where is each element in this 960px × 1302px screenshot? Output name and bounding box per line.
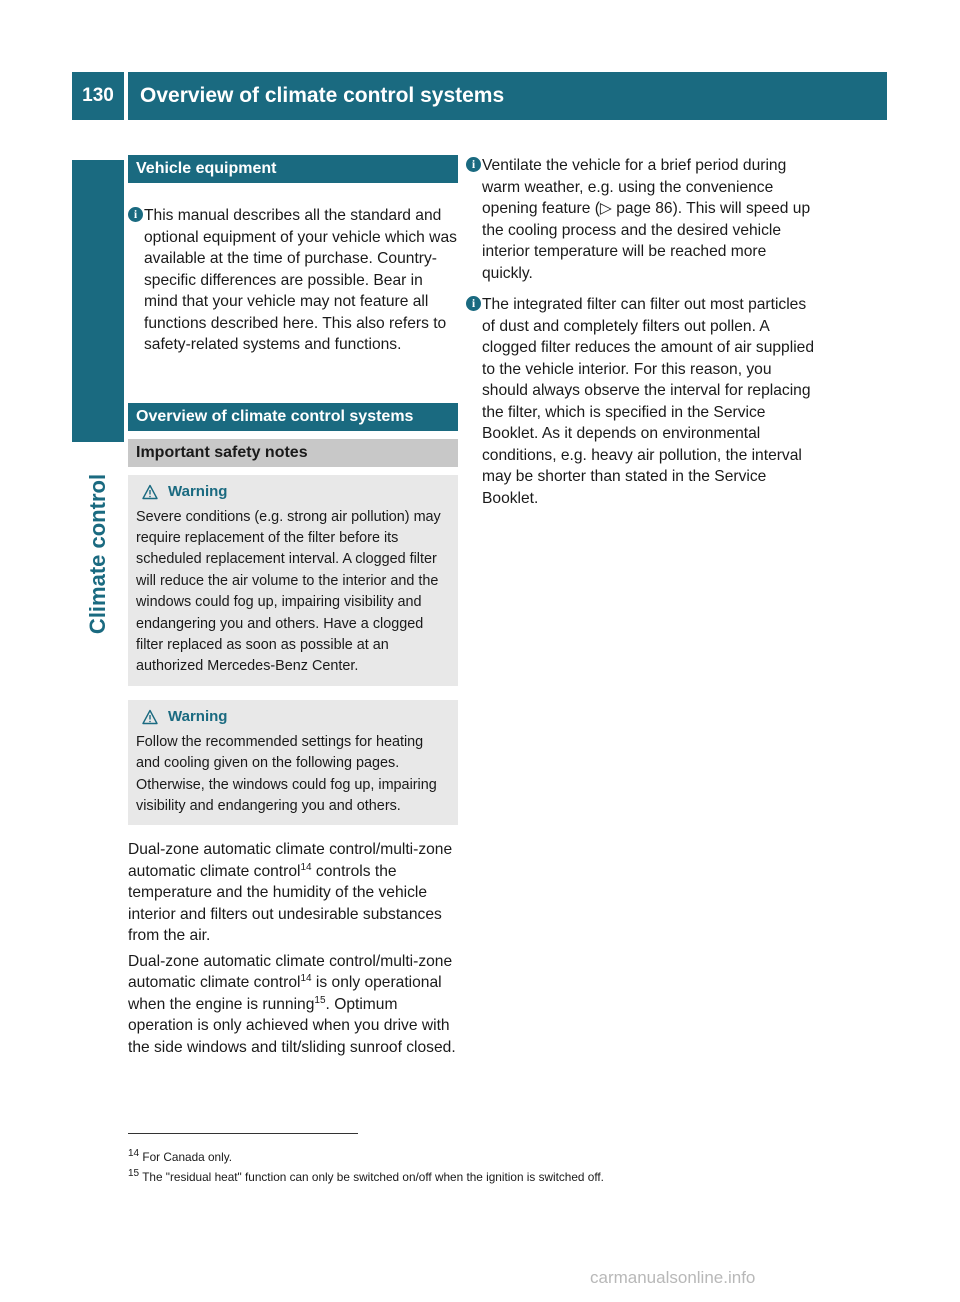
info-icon: i [128, 207, 143, 222]
footnote-15: $^{15}$ The "residual heat" function can only be switched on/off when the ignition is switched off. [128, 1168, 604, 1184]
watermark: carmanualsonline.info [590, 1268, 756, 1287]
filter-note [466, 294, 816, 509]
side-tab [72, 446, 124, 662]
vehicle-equipment-text: This manual describes all the standard and optional equipment of your vehicle which was available at the time of purchase. Country-specific differences are possible. Bear in mind that your vehicle may not feature all functions described here. This also refers to safety-related systems and functions. [144, 207, 457, 353]
footnote-ref-14[interactable]: 14 [300, 861, 312, 873]
ventilation-note-text: Ventilate the vehicle for a brief period during warm weather, e.g. using the convenience opening feature (▷ page 86). This will speed up the cooling process and the desired vehicle interior temperature will be reached more quickly. [482, 157, 811, 282]
climate-paragraph-1: Dual-zone automatic climate control/multi-zone automatic climate control$^{14}$ controls the temperature and the humidity of the vehicle interior and filters out undesirable substances from the air. [128, 841, 453, 945]
right-column [466, 155, 816, 509]
footnote-ref-15[interactable]: 15 [314, 994, 326, 1006]
vehicle-equipment-note [128, 205, 458, 356]
safety-notes-heading: Important safety notes [128, 439, 458, 467]
warning-triangle-icon [142, 484, 158, 500]
warning-1-header [136, 481, 450, 503]
info-icon: i [466, 296, 481, 311]
left-column [128, 155, 458, 1058]
footnotes [128, 1147, 828, 1187]
warning-2-header [136, 706, 450, 728]
warning-2-text: Follow the recommended settings for heating and cooling given on the following pages. Otherwise, the windows could fog up, impairing visibility and endangering you and others. [136, 733, 437, 814]
side-tab-label: Climate control [85, 473, 111, 635]
page-title: Overview of climate control systems [128, 72, 887, 120]
ventilation-note [466, 155, 816, 284]
warning-box-2 [128, 700, 458, 826]
overview-heading: Overview of climate control systems [128, 403, 458, 431]
page-number: 130 [72, 72, 124, 120]
warning-1-text: Severe conditions (e.g. strong air pollution) may require replacement of the filter before its scheduled replacement interval. A clogged filter will reduce the air volume to the interior and the windows could fog up, impairing visibility and endangering you and others. Have a clogged filter replaced as soon as possible at an authorized Mercedes-Benz Center. [136, 508, 441, 675]
warning-1-label: Warning [168, 482, 228, 500]
footnote-divider [128, 1133, 358, 1134]
info-icon: i [466, 157, 481, 172]
warning-2-label: Warning [168, 708, 228, 726]
footnote-14: $^{14}$ For Canada only. [128, 1148, 233, 1164]
vehicle-equipment-heading: Vehicle equipment [128, 155, 458, 183]
footnote-ref-14[interactable]: 14 [300, 973, 312, 985]
filter-note-text: The integrated filter can filter out most particles of dust and completely filters out pollen. A clogged filter reduces the amount of air supplied to the vehicle interior. For this reason, you should always observe the interval for replacing the filter, which is specified in the Service Booklet. As it depends on environmental conditions, e.g. heavy air pollution, the interval may be shorter than stated in the Service Booklet. [482, 296, 814, 507]
side-color-block [72, 160, 124, 442]
warning-triangle-icon [142, 709, 158, 725]
warning-box-1 [128, 475, 458, 686]
climate-paragraph-2: Dual-zone automatic climate control/multi-zone automatic climate control$^{14}$ is only operational when the engine is running$^{15}$. Optimum operation is only achieved when you drive with the side windows and tilt/sliding sunroof closed. [128, 952, 456, 1056]
